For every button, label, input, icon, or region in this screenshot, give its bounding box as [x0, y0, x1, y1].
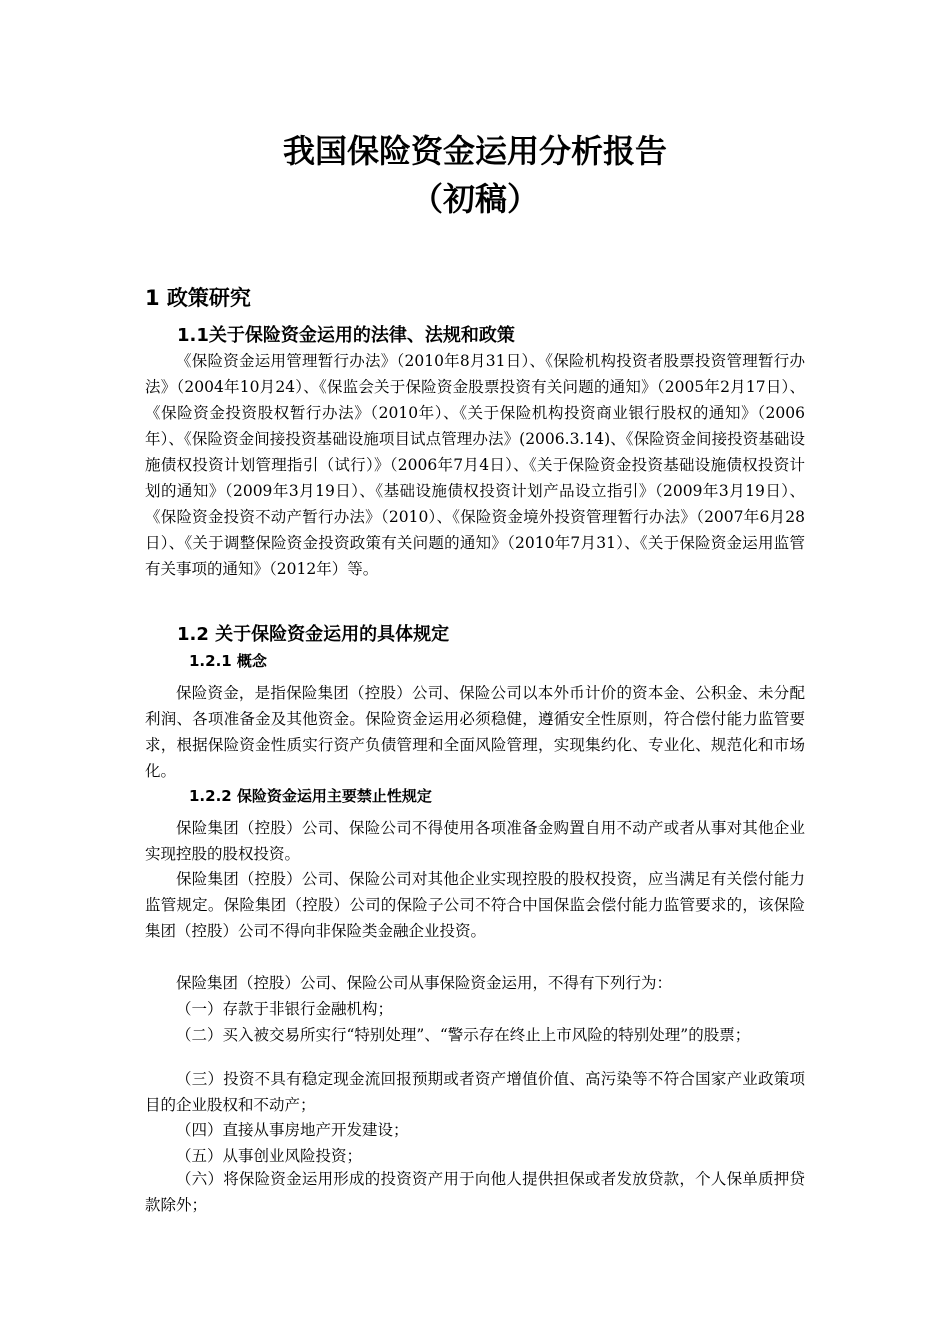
subsubsection-heading-prohibitions: 1.2.2 保险资金运用主要禁止性规定: [189, 787, 432, 805]
list-item-prohibition-3: （三）投资不具有稳定现金流回报预期或者资产增值价值、高污染等不符合国家产业政策项目的企业股权和不动产；: [145, 1070, 805, 1114]
section-heading-policy-research: 1 政策研究: [145, 286, 251, 310]
list-item-prohibition-6: （六）将保险资金运用形成的投资资产用于向他人提供担保或者发放贷款，个人保单质押贷款除外；: [145, 1170, 805, 1214]
list-item-prohibition-4: （四）直接从事房地产开发建设；: [176, 1121, 409, 1139]
paragraph-prohibition-2: 保险集团（控股）公司、保险公司对其他企业实现控股的股权投资，应当满足有关偿付能力监管规定。保险集团（控股）公司的保险子公司不符合中国保监会偿付能力监管要求的，该保险集团（控股）公司不得向非保险类金融企业投资。: [145, 870, 805, 940]
subsection-heading-specific-rules: 1.2 关于保险资金运用的具体规定: [177, 624, 450, 645]
document-subtitle: （初稿）: [410, 180, 539, 218]
paragraph-prohibition-3: 保险集团（控股）公司、保险公司从事保险资金运用，不得有下列行为：: [176, 974, 673, 992]
document-title: 我国保险资金运用分析报告: [282, 132, 667, 170]
list-item-prohibition-2: （二）买入被交易所实行“特别处理”、“警示存在终止上市风险的特别处理”的股票；: [176, 1026, 751, 1044]
paragraph-concept: 保险资金，是指保险集团（控股）公司、保险公司以本外币计价的资本金、公积金、未分配利润、各项准备金及其他资金。保险资金运用必须稳健，遵循安全性原则，符合偿付能力监管要求，根据保险资金性质实行资产负债管理和全面风险管理，实现集约化、专业化、规范化和市场化。: [145, 684, 805, 780]
list-item-prohibition-1: （一）存款于非银行金融机构；: [176, 1000, 394, 1018]
subsection-heading-laws: 1.1关于保险资金运用的法律、法规和政策: [177, 325, 515, 346]
paragraph-prohibition-1: 保险集团（控股）公司、保险公司不得使用各项准备金购置自用不动产或者从事对其他企业实现控股的股权投资。: [145, 819, 805, 863]
subsubsection-heading-concept: 1.2.1 概念: [189, 652, 267, 670]
list-item-prohibition-5: （五）从事创业风险投资；: [176, 1147, 363, 1165]
paragraph-laws-list: 《保险资金运用管理暂行办法》（2010年8月31日）、《保险机构投资者股票投资管理暂行办法》（2004年10月24）、《保监会关于保险资金股票投资有关问题的通知》（2005年2月17日）、《保险资金投资股权暂行办法》（2010年）、《关于保险机构投资商业银行股权的通知》（2006年）、《保险资金间接投资基础设施项目试点管理办法》(2006.3.14)、《保险资金间接投资基础设施债权投资计划管理指引（试行）》（2006年7月4日）、《关于保险资金投资基础设施债权投资计划的通知》（2009年3月19日）、《基础设施债权投资计划产品设立指引》（2009年3月19日）、《保险资金投资不动产暂行办法》（2010）、《保险资金境外投资管理暂行办法》（2007年6月28日）、《关于调整保险资金投资政策有关问题的通知》（2010年7月31）、《关于保险资金运用监管有关事项的通知》（2012年）等。: [145, 352, 805, 578]
